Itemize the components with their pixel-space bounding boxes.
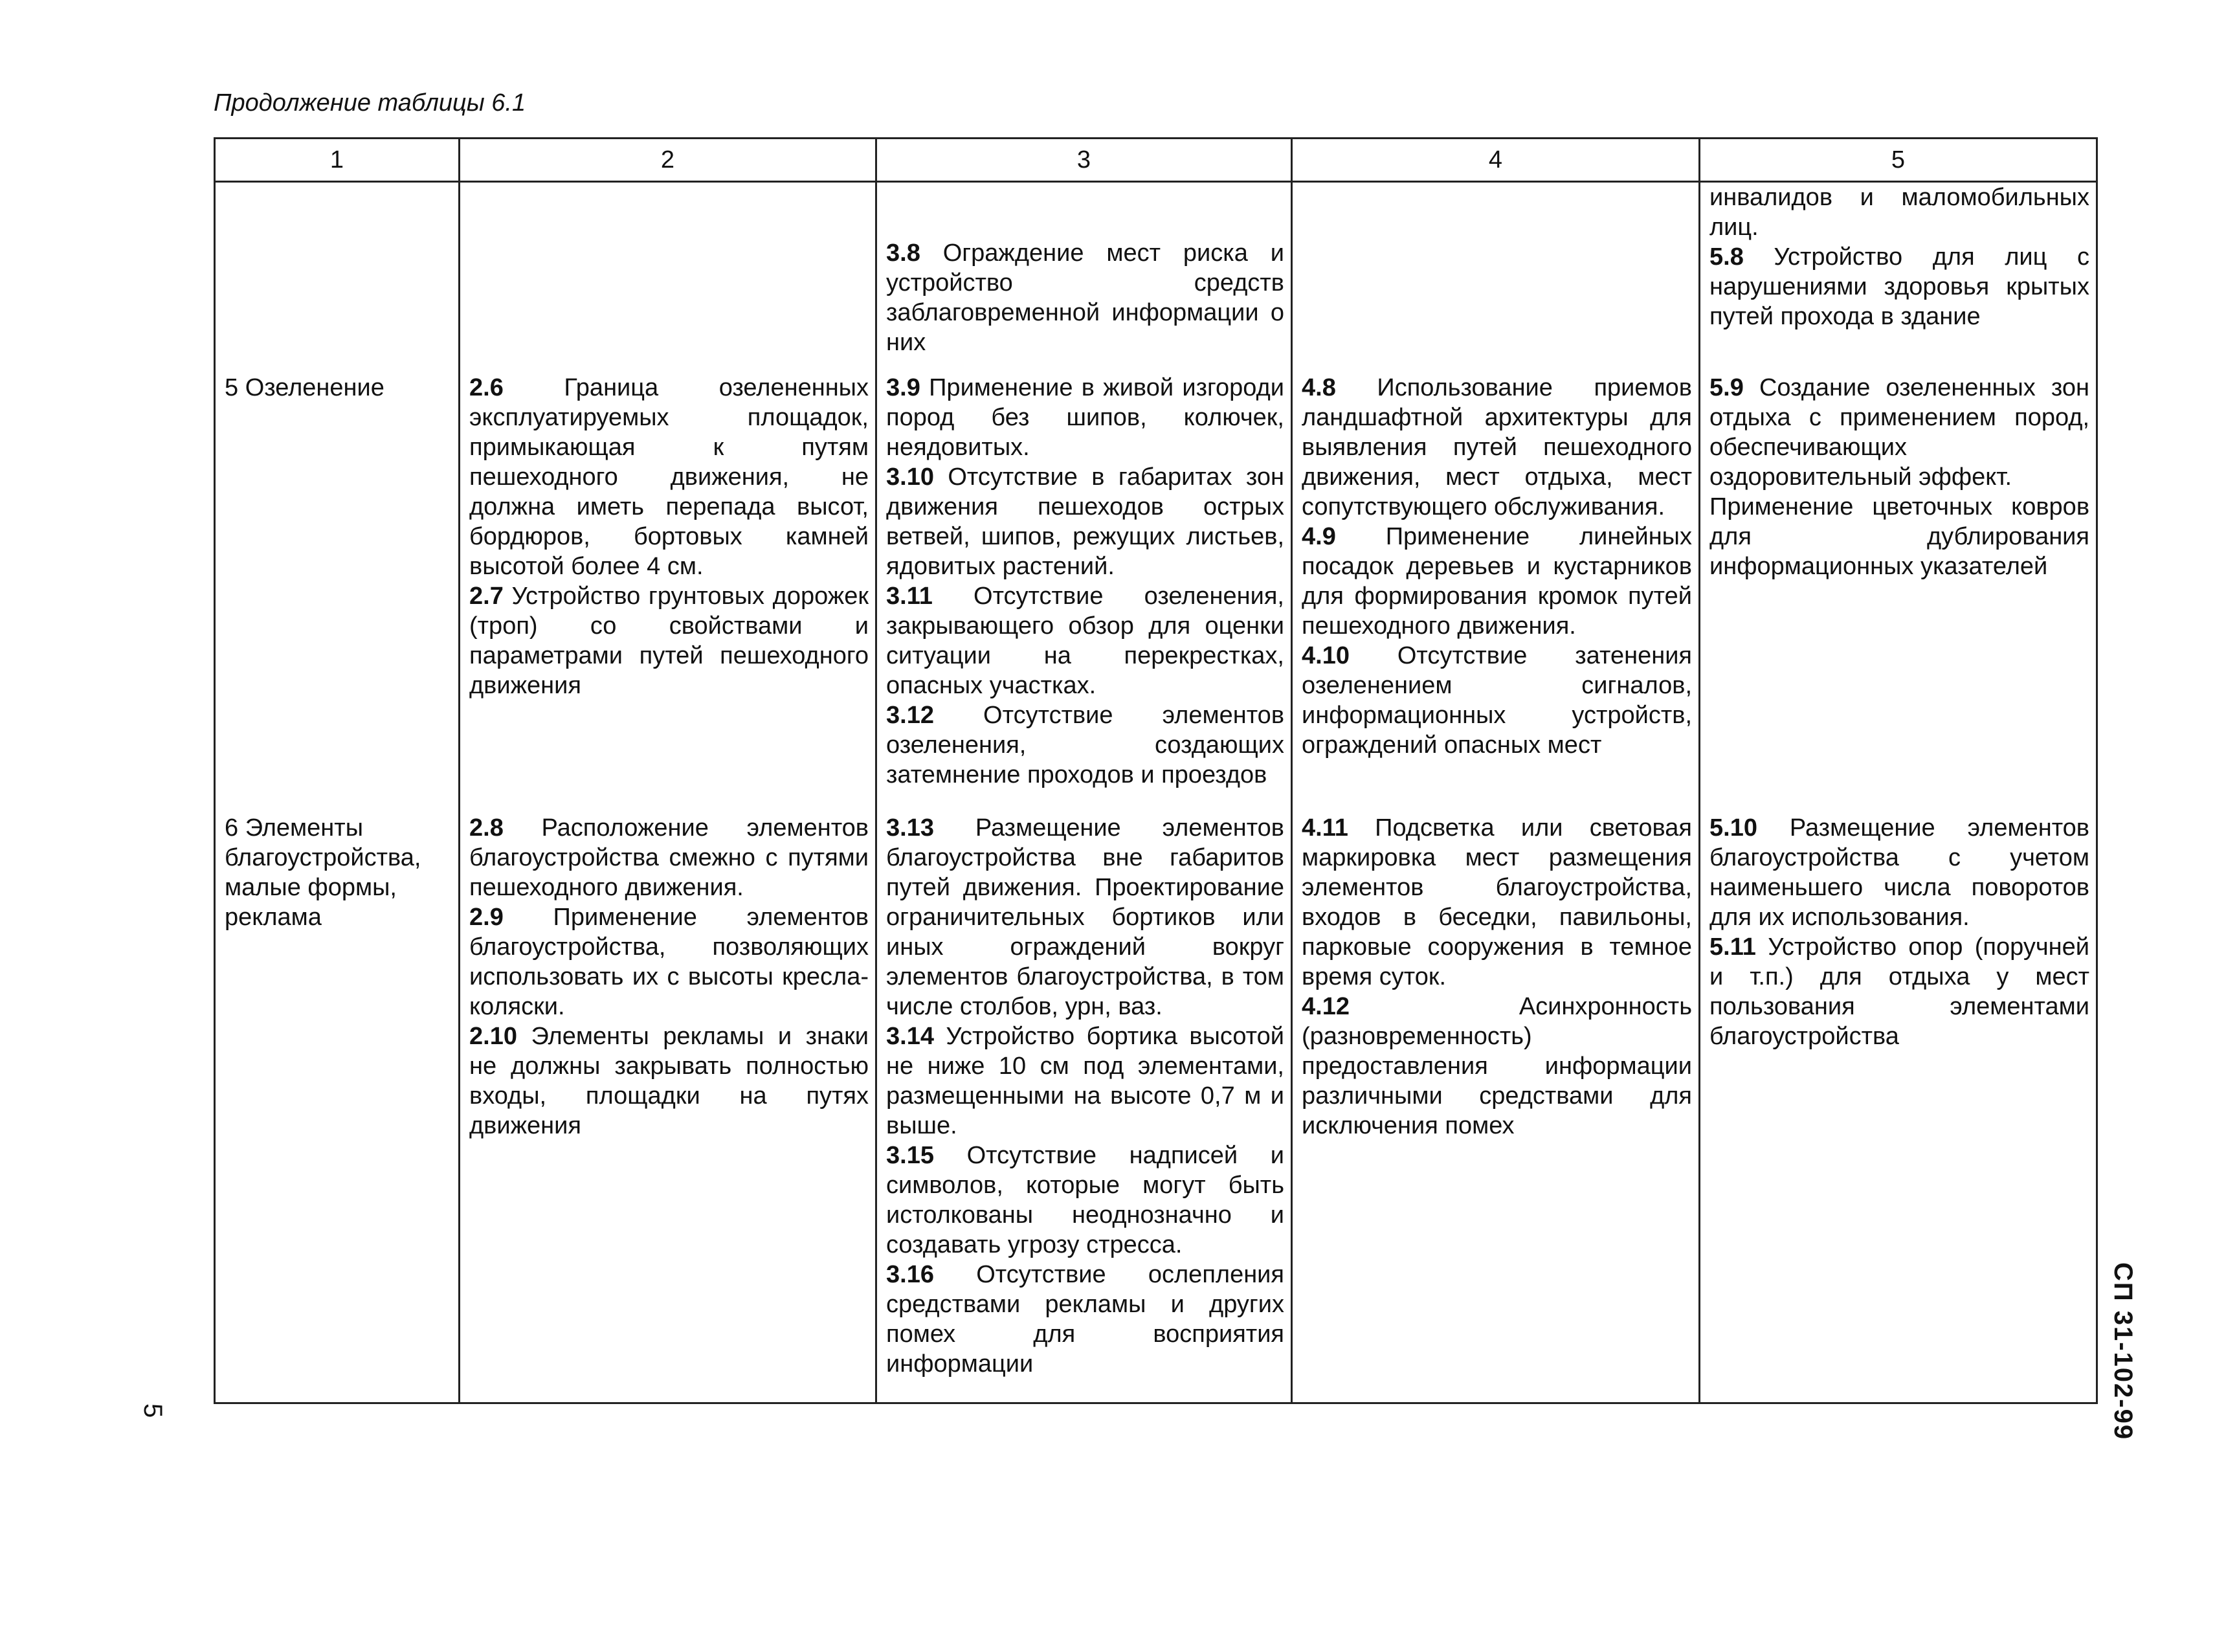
column-header: 1 (215, 139, 460, 182)
page-number: 5 (139, 1403, 167, 1418)
item-text: Применение цветочных ковров для дублирования информационных указателей (1709, 493, 2089, 580)
item-number: 3.10 (886, 463, 934, 491)
item-number: 2.8 (469, 814, 504, 842)
item-text: Применение линейных посадок деревьев и кустарников для формирования кромок путей пешеходного движения. (1302, 523, 1692, 640)
requirement-item (886, 373, 1284, 462)
table-row (215, 182, 2097, 374)
item-number: 5.10 (1709, 814, 1757, 842)
item-number: 5.9 (1709, 374, 1744, 401)
requirement-item (886, 1260, 1284, 1379)
requirement-item (886, 1021, 1284, 1141)
item-number: 4.10 (1302, 642, 1350, 669)
item-text: Применение в живой изгороди пород без шипов, колючек, неядовитых. (886, 374, 1284, 461)
item-text: Размещение элементов благоустройства с учетом наименьшего числа поворотов для их использования. (1709, 814, 2089, 931)
item-number: 2.9 (469, 904, 504, 931)
cell-col5 (1700, 373, 2097, 813)
cell-col4 (1292, 813, 1700, 1403)
requirement-item (1302, 641, 1692, 760)
item-text: Отсутствие затенения озеленением сигналов, информационных устройств, ограждений опасных мест (1302, 642, 1692, 759)
table-row (215, 373, 2097, 813)
requirement-item (1709, 373, 2089, 492)
requirement-item (1709, 492, 2089, 581)
item-text: Отсутствие озеленения, закрывающего обзор для оценки ситуации на перекрестках, опасных участках. (886, 583, 1284, 699)
item-text: Элементы рекламы и знаки не должны закрывать полностью входы, площадки на путях движения (469, 1023, 869, 1139)
item-number: 3.14 (886, 1023, 934, 1050)
requirement-item (886, 700, 1284, 790)
item-number: 5.8 (1709, 243, 1744, 271)
category-cell: 6 Элементы благоустройства, малые формы, реклама (215, 813, 460, 1403)
requirement-item (1709, 932, 2089, 1051)
item-number: 4.8 (1302, 374, 1336, 401)
item-number: 2.6 (469, 374, 504, 401)
item-text: Граница озелененных эксплуатируемых площадок, примыкающая к путям пешеходного движения, не должна иметь перепада высот, бордюров, бортовых камней высотой более 4 см. (469, 374, 869, 580)
requirement-item (886, 813, 1284, 1021)
cell-col2 (460, 813, 876, 1403)
item-number: 3.15 (886, 1142, 934, 1169)
item-text: Устройство грунтовых дорожек (троп) со свойствами и параметрами путей пешеходного движения (469, 583, 869, 699)
column-header: 5 (1700, 139, 2097, 182)
item-number: 4.11 (1302, 814, 1348, 842)
item-text: Расположение элементов благоустройства смежно с путями пешеходного движения. (469, 814, 869, 901)
item-number: 3.16 (886, 1261, 934, 1288)
requirement-item (469, 1021, 869, 1141)
item-number: 5.11 (1709, 933, 1756, 961)
item-number: 4.12 (1302, 993, 1350, 1020)
item-number: 2.10 (469, 1023, 517, 1050)
requirement-item (1302, 992, 1692, 1141)
table-header-row (215, 139, 2097, 182)
item-text: Подсветка или световая маркировка мест размещения элементов благоустройства, входов в беседки, павильоны, парковые сооружения в темное время суток. (1302, 814, 1692, 990)
item-text: Применение элементов благоустройства, позволяющих использовать их с высоты кресла-коляски. (469, 904, 869, 1020)
cell-col2 (460, 182, 876, 374)
item-number: 4.9 (1302, 523, 1336, 550)
requirement-item (469, 813, 869, 902)
cell-col3 (876, 373, 1292, 813)
table-caption: Продолжение таблицы 6.1 (214, 89, 526, 117)
requirements-table (214, 137, 2098, 1404)
item-text: Ограждение мест риска и устройство средств заблаговременной информации о них (886, 240, 1284, 356)
item-text: Устройство бортика высотой не ниже 10 см под элементами, размещенными на высоте 0,7 м и выше. (886, 1023, 1284, 1139)
requirement-item (886, 238, 1284, 357)
item-number: 3.9 (886, 374, 920, 401)
requirement-item (1709, 813, 2089, 932)
requirement-item (469, 373, 869, 581)
cell-col2 (460, 373, 876, 813)
item-text: Отсутствие элементов озеленения, создающих затемнение проходов и проездов (886, 702, 1284, 788)
column-header: 3 (876, 139, 1292, 182)
requirement-item (1302, 813, 1692, 992)
requirement-item (469, 581, 869, 700)
item-number: 3.13 (886, 814, 934, 842)
table-row (215, 813, 2097, 1403)
category-cell (215, 182, 460, 374)
cell-col3 (876, 182, 1292, 374)
requirement-item (1302, 522, 1692, 641)
category-cell: 5 Озеленение (215, 373, 460, 813)
item-number: 3.8 (886, 240, 920, 267)
requirement-item (1302, 373, 1692, 522)
item-text: Размещение элементов благоустройства вне габаритов путей движения. Проектирование ограничительных бортиков или иных ограждений вокруг элементов благоустройства, в том числе столбов, урн, ваз. (886, 814, 1284, 1020)
item-text: инвалидов и маломобильных лиц. (1709, 184, 2089, 241)
cell-col5 (1700, 813, 2097, 1403)
item-number: 3.11 (886, 583, 933, 610)
item-text: Отсутствие в габаритах зон движения пешеходов острых ветвей, шипов, режущих листьев, ядовитых растений. (886, 463, 1284, 580)
item-number: 3.12 (886, 702, 934, 729)
column-header: 2 (460, 139, 876, 182)
column-header: 4 (1292, 139, 1700, 182)
item-text: Создание озелененных зон отдыха с применением пород, обеспечивающих оздоровительный эффект. (1709, 374, 2089, 491)
item-text: Устройство для лиц с нарушениями здоровья крытых путей прохода в здание (1709, 243, 2089, 330)
cell-col3 (876, 813, 1292, 1403)
requirement-item (886, 581, 1284, 700)
item-text: Отсутствие ослепления средствами рекламы и других помех для восприятия информации (886, 1261, 1284, 1378)
item-text: Использование приемов ландшафтной архитектуры для выявления путей пешеходного движения, мест отдыха, мест сопутствующего обслуживания. (1302, 374, 1692, 520)
item-text: Отсутствие надписей и символов, которые могут быть истолкованы неоднозначно и создавать угрозу стресса. (886, 1142, 1284, 1258)
requirement-item (886, 1141, 1284, 1260)
requirement-item (886, 462, 1284, 581)
item-text: Устройство опор (поручней и т.п.) для отдыха у мест пользования элементами благоустройства (1709, 933, 2089, 1050)
cell-col5 (1700, 182, 2097, 374)
requirement-item (1709, 183, 2089, 242)
document-code: СП 31-102-99 (2109, 1262, 2137, 1441)
item-text: Асинхронность (разновременность) предоставления информации различными средствами для исключения помех (1302, 993, 1692, 1139)
item-number: 2.7 (469, 583, 504, 610)
cell-col4 (1292, 182, 1700, 374)
requirement-item (469, 902, 869, 1021)
cell-col4 (1292, 373, 1700, 813)
requirement-item (1709, 242, 2089, 331)
